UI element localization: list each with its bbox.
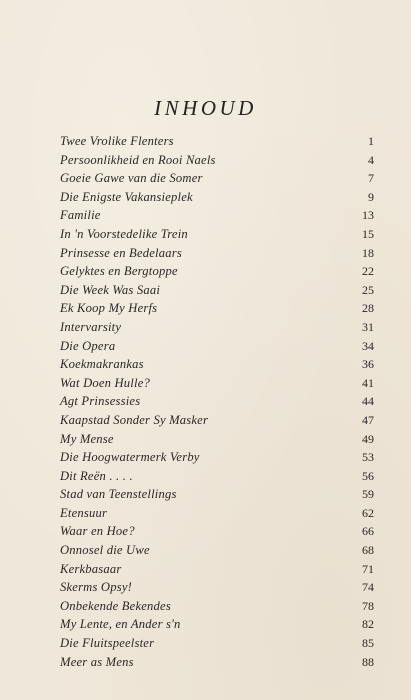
toc-entry-page-number: 85 [362,636,374,651]
toc-entry [60,318,374,337]
toc-entry-title: Onnosel die Uwe [60,543,150,558]
toc-entry-title: Kaapstad Sonder Sy Masker [60,412,209,427]
toc-entry [60,206,374,225]
table-of-contents [60,132,374,671]
toc-entry-page-number: 74 [362,580,374,595]
toc-entry [60,504,374,523]
toc-entry-title: Intervarsity [60,319,122,334]
toc-entry [60,299,374,318]
toc-entry-title: Ek Koop My Herfs [60,301,158,316]
toc-entry [60,541,374,560]
toc-entry-page-number: 22 [362,264,374,279]
toc-entry-page-number: 1 [368,134,374,148]
toc-entry-title: Agt Prinsessies [60,394,141,409]
toc-entry-title: Gelyktes en Bergtoppe [60,264,178,279]
toc-entry [60,392,374,411]
toc-entry [60,281,374,300]
toc-entry-title: Stad van Teenstellings [60,487,177,502]
toc-entry-page-number: 68 [362,543,374,558]
toc-entry-page-number: 31 [362,319,374,334]
toc-entry [60,560,374,579]
toc-entry-title: Die Opera [60,338,116,353]
toc-entry-title: Die Fluitspeelster [60,636,155,651]
toc-entry-page-number: 53 [362,450,374,465]
toc-entry [60,430,374,449]
toc-entry [60,578,374,597]
toc-entry [60,151,374,170]
toc-entry-title: Onbekende Bekendes [60,598,171,613]
page-title: INHOUD [154,96,257,120]
toc-entry-page-number: 88 [362,654,374,669]
toc-entry [60,337,374,356]
toc-entry-page-number: 44 [362,394,374,409]
toc-entry [60,653,374,672]
toc-entry-page-number: 66 [362,524,374,539]
toc-entry-page-number: 28 [362,301,374,316]
toc-entry-page-number: 18 [362,245,374,260]
toc-entry-title: Dit Reën . . . . [60,468,133,483]
toc-entry [60,225,374,244]
toc-entry [60,485,374,504]
toc-entry [60,169,374,188]
toc-entry-page-number: 59 [362,487,374,502]
toc-entry-page-number: 82 [362,617,374,632]
toc-entry-title: Die Enigste Vakansieplek [60,189,193,204]
toc-entry-title: Wat Doen Hulle? [60,375,150,390]
toc-entry-title: Die Hoogwatermerk Verby [60,450,200,465]
toc-entry [60,262,374,281]
toc-entry-page-number: 15 [362,226,374,241]
toc-entry-title: My Lente, en Ander s'n [60,617,181,632]
toc-entry-page-number: 36 [362,357,374,372]
toc-entry-title: Die Week Was Saai [60,282,161,297]
toc-entry-title: In 'n Voorstedelike Trein [60,226,188,241]
toc-entry [60,467,374,486]
toc-entry [60,634,374,653]
toc-entry-page-number: 62 [362,505,374,520]
toc-entry-page-number: 41 [362,375,374,390]
toc-entry [60,615,374,634]
toc-entry-page-number: 9 [368,189,374,204]
toc-entry-page-number: 56 [362,468,374,483]
toc-entry-title: Persoonlikheid en Rooi Naels [60,152,216,167]
toc-entry-title: Meer as Mens [60,654,134,669]
toc-entry [60,522,374,541]
toc-entry-page-number: 34 [362,338,374,353]
toc-entry-page-number: 7 [368,171,374,186]
toc-entry-title: Twee Vrolike Flenters [60,134,174,148]
toc-entry-title: Waar en Hoe? [60,524,135,539]
toc-entry [60,374,374,393]
toc-entry-title: Goeie Gawe van die Somer [60,171,203,186]
toc-entry [60,411,374,430]
toc-entry-title: My Mense [60,431,114,446]
toc-entry-page-number: 49 [362,431,374,446]
toc-entry [60,132,374,151]
toc-entry-page-number: 71 [362,561,374,576]
toc-entry [60,448,374,467]
toc-entry [60,188,374,207]
toc-entry-title: Skerms Opsy! [60,580,132,595]
toc-entry-title: Etensuur [60,505,108,520]
toc-entry-page-number: 25 [362,282,374,297]
toc-entry [60,244,374,263]
toc-entry [60,597,374,616]
toc-entry-title: Kerkbasaar [60,561,122,576]
toc-entry-page-number: 4 [368,152,374,167]
toc-entry-page-number: 13 [362,208,374,223]
toc-entry-page-number: 47 [362,412,374,427]
toc-entry-title: Prinsesse en Bedelaars [60,245,182,260]
toc-entry-page-number: 78 [362,598,374,613]
toc-entry-title: Familie [60,208,101,223]
toc-entry [60,355,374,374]
toc-entry-title: Koekmakrankas [60,357,144,372]
